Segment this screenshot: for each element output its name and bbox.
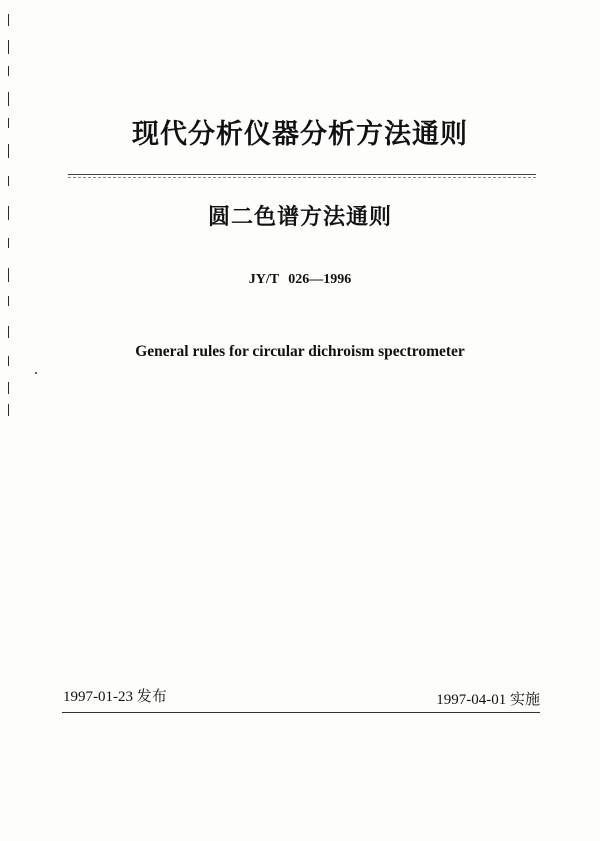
binding-mark	[8, 238, 9, 248]
bottom-divider	[62, 712, 540, 713]
binding-mark	[8, 296, 9, 306]
effective-date: 1997-04-01 实施	[436, 692, 540, 708]
standard-number: JY/T 026—1996	[248, 272, 352, 287]
binding-mark	[8, 92, 9, 106]
binding-mark	[8, 382, 9, 394]
title-divider-shadow	[68, 177, 536, 178]
main-title: 圆二色谱方法通则	[207, 205, 392, 230]
series-title: 现代分析仪器分析方法通则	[132, 119, 468, 150]
english-title: General rules for circular dichroism spectrometer	[135, 343, 465, 360]
binding-mark	[8, 404, 9, 416]
binding-mark	[8, 66, 9, 76]
scan-speck	[35, 372, 37, 374]
binding-mark	[8, 176, 9, 186]
issue-date: 1997-01-23 发布	[63, 689, 167, 705]
binding-mark	[8, 326, 9, 338]
binding-mark	[8, 40, 9, 54]
binding-mark	[8, 14, 9, 26]
title-divider	[68, 174, 536, 175]
